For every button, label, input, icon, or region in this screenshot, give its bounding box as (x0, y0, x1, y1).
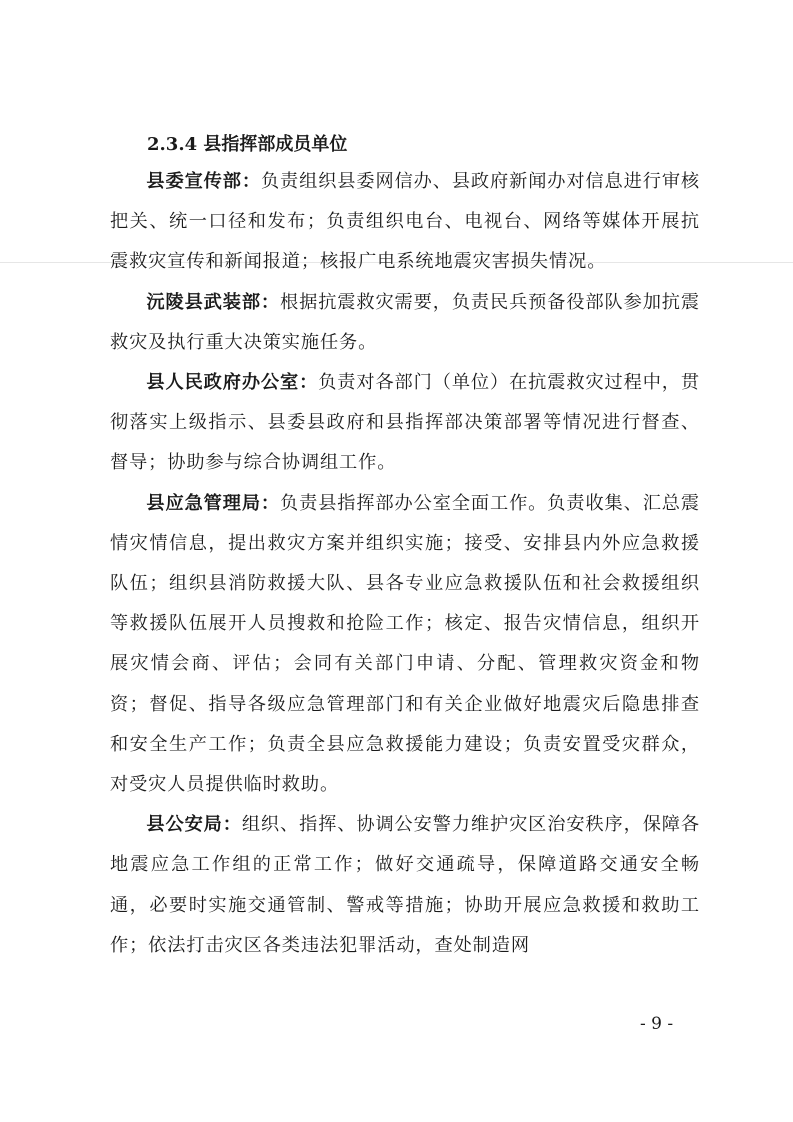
paragraph-armed-forces-dept (110, 283, 700, 363)
section-heading: 2.3.4 县指挥部成员单位 (147, 134, 348, 155)
unit-name: 县应急管理局： (146, 492, 281, 514)
document-body (110, 128, 700, 966)
paragraph-government-office (110, 363, 700, 484)
unit-duties: 负责组织县委网信办、县政府新闻办对信息进行审核把关、统一口径和发布；负责组织电台、电视台、网络等媒体开展抗震救灾宣传和新闻报道；核报广电系统地震灾害损失情况。 (110, 171, 700, 273)
unit-duties: 负责对各部门（单位）在抗震救灾过程中，贯彻落实上级指示、县委县政府和县指挥部决策部署等情况进行督查、督导；协助参与综合协调组工作。 (110, 372, 700, 474)
paragraph-emergency-bureau (110, 484, 700, 806)
unit-name: 县人民政府办公室： (146, 372, 319, 394)
unit-name: 县委宣传部： (146, 171, 261, 192)
unit-duties: 根据抗震救灾需要，负责民兵预备役部队参加抗震救灾及执行重大决策实施任务。 (110, 291, 700, 353)
unit-duties: 负责县指挥部办公室全面工作。负责收集、汇总震情灾情信息，提出救灾方案并组织实施；接受、安排县内外应急救援队伍；组织县消防救援大队、县各专业应急救援队伍和社会救援组织等救援队伍展开人员搜救和抢险工作；核定、报告灾情信息，组织开展灾情会商、评估；会同有关部门申请、分配、管理救灾资金和物资；督促、指导各级应急管理部门和有关企业做好地震灾后隐患排查和安全生产工作；负责全县应急救援能力建设；负责安置受灾群众，对受灾人员提供临时救助。 (110, 492, 700, 796)
page-number: - 9 - (640, 1014, 674, 1034)
unit-name: 沅陵县武装部： (146, 291, 281, 313)
unit-name: 县公安局： (146, 814, 242, 836)
paragraph-public-security-bureau (110, 805, 700, 966)
paragraph-propaganda-dept (110, 162, 700, 283)
unit-duties: 组织、指挥、协调公安警力维护灾区治安秩序，保障各地震应急工作组的正常工作；做好交通疏导，保障道路交通安全畅通，必要时实施交通管制、警戒等措施；协助开展应急救援和救助工作；依法打击灾区各类违法犯罪活动，查处制造网 (110, 814, 700, 956)
